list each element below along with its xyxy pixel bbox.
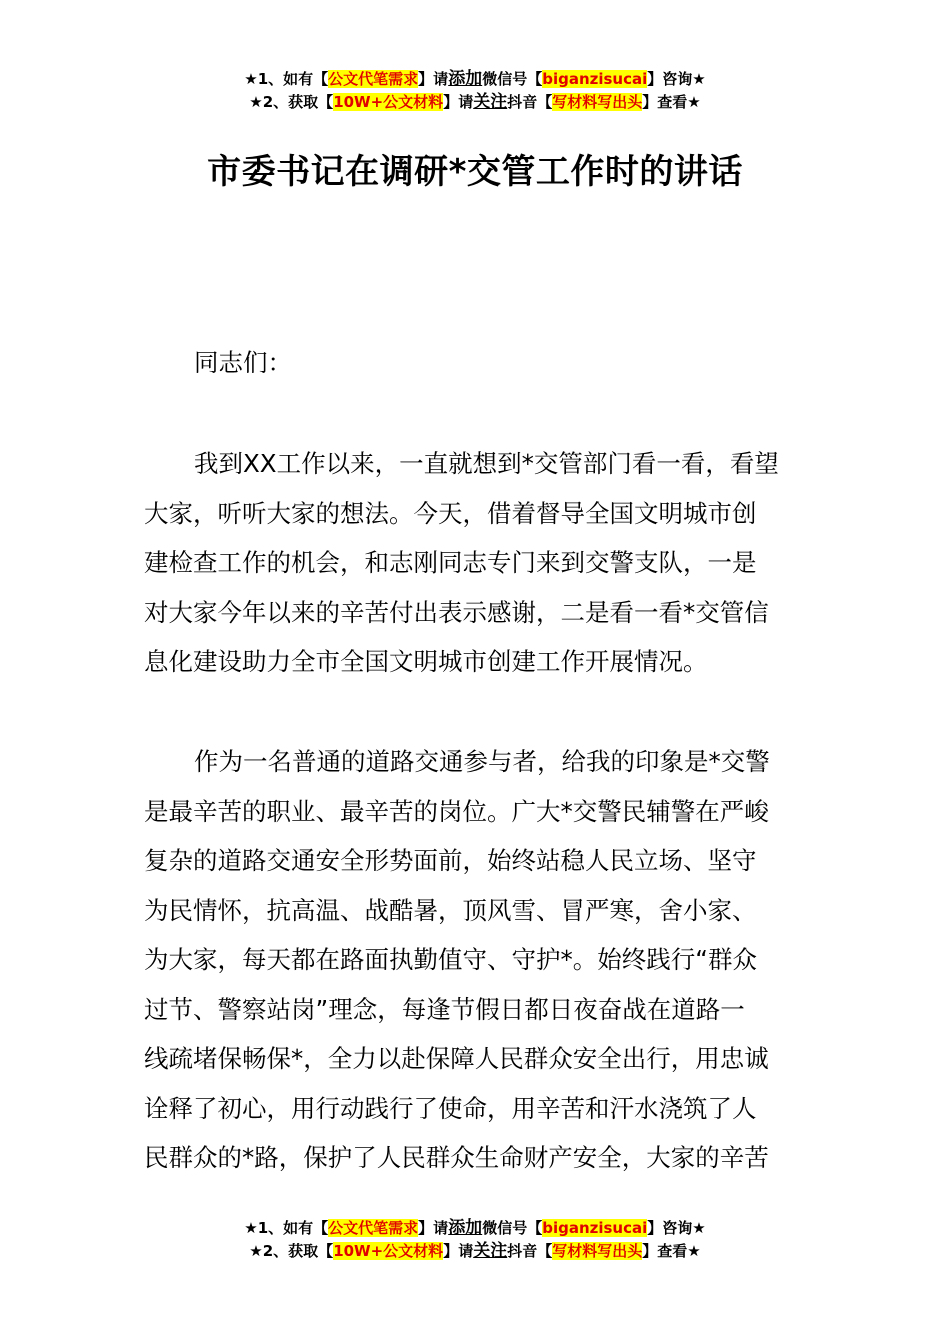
paragraph-line: 为民情怀，抗高温、战酷暑，顶风雪、冒严寒，舍小家、 <box>144 895 757 925</box>
promo-text: 】查看★ <box>642 93 701 111</box>
promo-text: 抖音【 <box>507 93 553 111</box>
paragraph-1 <box>144 439 806 687</box>
promo-text: 微信号【 <box>482 1219 543 1237</box>
promo-text: 】请 <box>443 1242 474 1260</box>
paragraph-line: 复杂的道路交通安全形势面前，始终站稳人民立场、坚守 <box>144 846 757 875</box>
promo-highlight: 公文代笔需求 <box>328 70 419 88</box>
promo-emphasis: 关注 <box>473 1241 508 1261</box>
promo-highlight: 10W+公文材料 <box>333 93 444 111</box>
footer-promo-banner <box>0 1217 950 1263</box>
paragraph-line: 大家，听听大家的想法。今天，借着督导全国文明城市创 <box>144 498 757 528</box>
promo-wechat-id: biganzisucai <box>542 70 648 88</box>
paragraph-line: 为大家，每天都在路面执勤值守、守护*。始终践行“群众 <box>144 945 757 974</box>
promo-text: 】请 <box>418 1219 449 1237</box>
promo-text: ★2、获取【 <box>249 1242 334 1260</box>
paragraph-line: 建检查工作的机会，和志刚同志专门来到交警支队，一是 <box>144 548 757 577</box>
promo-text: 】请 <box>443 93 474 111</box>
promo-douyin-id: 写材料写出头 <box>552 1242 643 1260</box>
promo-line-2 <box>0 1240 950 1263</box>
paragraph-line: 线疏堵保畅保*，全力以赴保障人民群众安全出行，用忠诚 <box>144 1044 769 1073</box>
paragraph-line: 息化建设助力全市全国文明城市创建工作开展情况。 <box>144 647 708 676</box>
promo-text: 抖音【 <box>507 1242 553 1260</box>
promo-emphasis: 关注 <box>473 92 508 112</box>
promo-highlight: 公文代笔需求 <box>328 1219 419 1237</box>
document-title: 市委书记在调研*交管工作时的讲话 <box>207 152 743 192</box>
paragraph-line: 诠释了初心，用行动践行了使命，用辛苦和汗水浇筑了人 <box>144 1093 757 1123</box>
promo-text: 】咨询★ <box>647 1219 706 1237</box>
promo-text: ★1、如有【 <box>244 70 329 88</box>
promo-emphasis: 添加 <box>448 1218 483 1238</box>
promo-text: ★1、如有【 <box>244 1219 329 1237</box>
promo-line-1 <box>0 68 950 91</box>
promo-text: ★2、获取【 <box>249 93 334 111</box>
paragraph-line: 过节、警察站岗”理念，每逢节假日都日夜奋战在道路一 <box>144 994 745 1024</box>
paragraph-line: 民群众的*路，保护了人民群众生命财产安全，大家的辛苦 <box>144 1143 769 1172</box>
paragraph-line: 对大家今年以来的辛苦付出表示感谢，二是看一看*交管信 <box>144 597 769 627</box>
promo-line-1 <box>0 1217 950 1240</box>
promo-text: 微信号【 <box>482 70 543 88</box>
promo-douyin-id: 写材料写出头 <box>552 93 643 111</box>
salutation: 同志们： <box>194 348 292 377</box>
promo-text: 】请 <box>418 70 449 88</box>
promo-line-2 <box>0 91 950 114</box>
promo-text: 】查看★ <box>642 1242 701 1260</box>
promo-text: 】咨询★ <box>647 70 706 88</box>
promo-wechat-id: biganzisucai <box>542 1219 648 1237</box>
header-promo-banner <box>0 68 950 114</box>
promo-emphasis: 添加 <box>448 69 483 89</box>
paragraph-line: 我到XX工作以来，一直就想到*交管部门看一看，看望 <box>194 449 779 478</box>
paragraph-line: 是最辛苦的职业、最辛苦的岗位。广大*交警民辅警在严峻 <box>144 796 769 826</box>
promo-highlight: 10W+公文材料 <box>333 1242 444 1260</box>
paragraph-2 <box>144 737 806 1183</box>
paragraph-line: 作为一名普通的道路交通参与者，给我的印象是*交警 <box>194 747 770 776</box>
